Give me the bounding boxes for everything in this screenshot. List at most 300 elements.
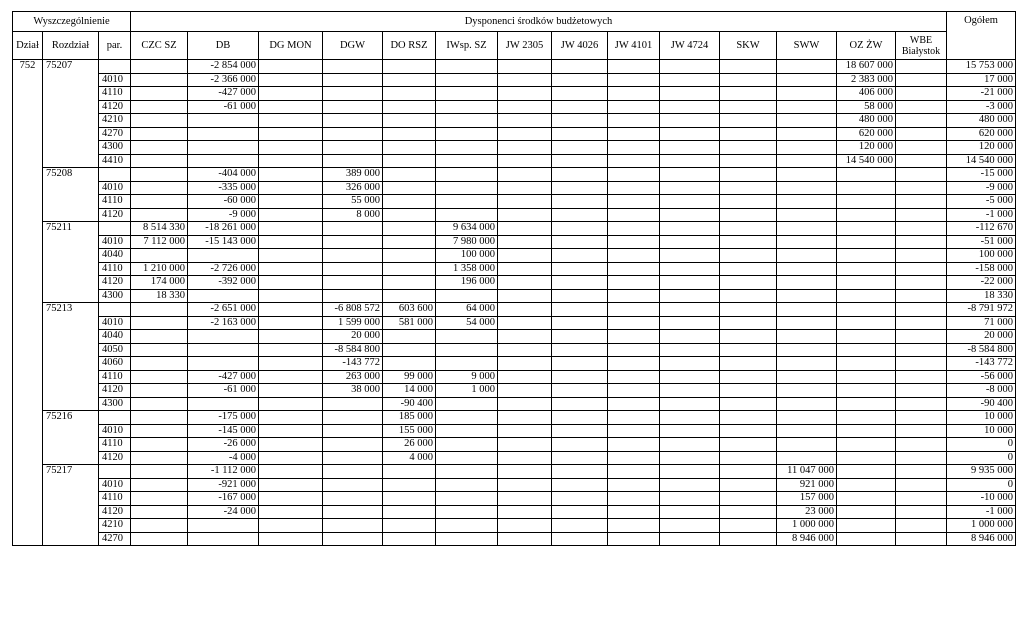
cell-value [259, 343, 323, 357]
cell-par: 4270 [99, 127, 131, 141]
cell-value [777, 276, 837, 290]
cell-value: 480 000 [837, 114, 896, 128]
cell-value [259, 195, 323, 209]
cell-value: 14 540 000 [837, 154, 896, 168]
header-col-4: DO RSZ [383, 32, 436, 60]
cell-total: 8 946 000 [947, 532, 1016, 546]
cell-total: 1 000 000 [947, 519, 1016, 533]
cell-value [720, 330, 777, 344]
cell-value [552, 303, 608, 317]
cell-value: 18 607 000 [837, 60, 896, 74]
cell-value: 1 000 [436, 384, 498, 398]
header-col-8: JW 4101 [608, 32, 660, 60]
cell-par: 4120 [99, 384, 131, 398]
cell-value [608, 100, 660, 114]
cell-value [837, 262, 896, 276]
cell-value [896, 195, 947, 209]
cell-value [383, 60, 436, 74]
table-row [13, 411, 1016, 425]
cell-value [436, 451, 498, 465]
cell-value [660, 222, 720, 236]
cell-value [436, 465, 498, 479]
cell-value [896, 127, 947, 141]
cell-value [896, 424, 947, 438]
cell-value [188, 330, 259, 344]
cell-value [436, 208, 498, 222]
cell-par: 4010 [99, 181, 131, 195]
cell-value [552, 343, 608, 357]
cell-value [383, 222, 436, 236]
cell-total: -21 000 [947, 87, 1016, 101]
cell-value [720, 127, 777, 141]
cell-value [720, 289, 777, 303]
cell-value [660, 384, 720, 398]
cell-value [608, 114, 660, 128]
cell-value: 11 047 000 [777, 465, 837, 479]
cell-value [720, 519, 777, 533]
cell-value [383, 262, 436, 276]
cell-par: 4210 [99, 114, 131, 128]
table-row [13, 505, 1016, 519]
cell-value [259, 330, 323, 344]
cell-value [720, 276, 777, 290]
table-row [13, 181, 1016, 195]
cell-value [837, 195, 896, 209]
cell-value [323, 249, 383, 263]
cell-value [552, 60, 608, 74]
cell-value [131, 532, 188, 546]
cell-value [498, 411, 552, 425]
cell-value [777, 87, 837, 101]
cell-value: -2 726 000 [188, 262, 259, 276]
cell-value [608, 532, 660, 546]
cell-value [608, 411, 660, 425]
cell-value [777, 424, 837, 438]
header-col-6: JW 2305 [498, 32, 552, 60]
cell-value [777, 181, 837, 195]
cell-value [552, 195, 608, 209]
cell-value [131, 492, 188, 506]
cell-value [837, 249, 896, 263]
cell-value [660, 411, 720, 425]
cell-par: 4120 [99, 505, 131, 519]
table-row [13, 424, 1016, 438]
table-row [13, 208, 1016, 222]
cell-value [896, 411, 947, 425]
cell-total: -1 000 [947, 208, 1016, 222]
table-row [13, 289, 1016, 303]
cell-value [436, 438, 498, 452]
cell-value [498, 222, 552, 236]
cell-value: 7 112 000 [131, 235, 188, 249]
cell-value [896, 519, 947, 533]
cell-value [323, 60, 383, 74]
cell-value [436, 505, 498, 519]
cell-total: -8 000 [947, 384, 1016, 398]
cell-value [383, 465, 436, 479]
cell-value [131, 397, 188, 411]
table-row [13, 465, 1016, 479]
cell-total: 20 000 [947, 330, 1016, 344]
cell-value [323, 451, 383, 465]
cell-value [259, 249, 323, 263]
cell-value [660, 249, 720, 263]
cell-value [383, 168, 436, 182]
cell-value [896, 289, 947, 303]
cell-value [660, 114, 720, 128]
cell-value [323, 87, 383, 101]
cell-value [383, 154, 436, 168]
cell-value [720, 397, 777, 411]
cell-value: 157 000 [777, 492, 837, 506]
table-row [13, 249, 1016, 263]
cell-value [660, 316, 720, 330]
cell-value [720, 465, 777, 479]
cell-value [552, 330, 608, 344]
cell-value: -1 112 000 [188, 465, 259, 479]
cell-value [552, 127, 608, 141]
cell-value: 18 330 [131, 289, 188, 303]
cell-value [131, 249, 188, 263]
cell-value [896, 87, 947, 101]
cell-value [660, 235, 720, 249]
cell-total: -158 000 [947, 262, 1016, 276]
cell-value [383, 492, 436, 506]
cell-par: 4010 [99, 235, 131, 249]
cell-value [720, 60, 777, 74]
cell-par: 4120 [99, 451, 131, 465]
cell-value [259, 411, 323, 425]
cell-value [896, 235, 947, 249]
cell-value [498, 532, 552, 546]
cell-value [552, 262, 608, 276]
cell-value: 9 000 [436, 370, 498, 384]
cell-value [383, 73, 436, 87]
cell-value [131, 330, 188, 344]
cell-value [436, 195, 498, 209]
cell-value [552, 397, 608, 411]
table-row [13, 60, 1016, 74]
cell-value [383, 249, 436, 263]
cell-value [131, 168, 188, 182]
cell-value [777, 141, 837, 155]
cell-value [896, 505, 947, 519]
cell-value [552, 532, 608, 546]
cell-value [259, 424, 323, 438]
cell-value: -2 366 000 [188, 73, 259, 87]
cell-value [896, 357, 947, 371]
cell-value [259, 451, 323, 465]
cell-total: 10 000 [947, 411, 1016, 425]
cell-value [259, 168, 323, 182]
cell-value [259, 114, 323, 128]
cell-value [777, 370, 837, 384]
cell-value [660, 208, 720, 222]
cell-value [259, 222, 323, 236]
cell-value [259, 154, 323, 168]
table-row [13, 235, 1016, 249]
cell-value [608, 87, 660, 101]
cell-value [896, 208, 947, 222]
budget-table [12, 11, 1016, 546]
cell-value [896, 262, 947, 276]
cell-value [259, 438, 323, 452]
table-row [13, 384, 1016, 398]
cell-value: -2 651 000 [188, 303, 259, 317]
cell-value [720, 100, 777, 114]
table-body [13, 60, 1016, 546]
cell-value [323, 289, 383, 303]
cell-value [436, 411, 498, 425]
cell-value [720, 87, 777, 101]
cell-value [131, 478, 188, 492]
cell-value [837, 451, 896, 465]
cell-value [498, 370, 552, 384]
cell-value: -9 000 [188, 208, 259, 222]
cell-value: 921 000 [777, 478, 837, 492]
cell-value [837, 424, 896, 438]
cell-value [323, 127, 383, 141]
cell-value [777, 235, 837, 249]
cell-value [436, 532, 498, 546]
cell-value [259, 208, 323, 222]
cell-value [660, 141, 720, 155]
cell-value [188, 532, 259, 546]
cell-value [131, 384, 188, 398]
cell-value [660, 168, 720, 182]
table-row [13, 100, 1016, 114]
table-row [13, 303, 1016, 317]
cell-value [660, 87, 720, 101]
cell-value [608, 330, 660, 344]
cell-value [436, 181, 498, 195]
cell-total: 71 000 [947, 316, 1016, 330]
cell-value [188, 289, 259, 303]
cell-value [323, 532, 383, 546]
cell-value [608, 505, 660, 519]
cell-value [896, 154, 947, 168]
cell-value [608, 343, 660, 357]
cell-value [498, 289, 552, 303]
cell-value [498, 330, 552, 344]
cell-par [99, 303, 131, 317]
cell-value [498, 73, 552, 87]
cell-total: -8 791 972 [947, 303, 1016, 317]
cell-value [259, 60, 323, 74]
cell-value [896, 100, 947, 114]
cell-value [498, 478, 552, 492]
cell-value [323, 505, 383, 519]
cell-value [323, 276, 383, 290]
cell-value [720, 343, 777, 357]
cell-value [383, 505, 436, 519]
cell-value: 1 358 000 [436, 262, 498, 276]
cell-value [720, 303, 777, 317]
cell-value [660, 343, 720, 357]
cell-value [777, 357, 837, 371]
cell-value [777, 343, 837, 357]
cell-value [720, 168, 777, 182]
cell-value [660, 127, 720, 141]
cell-value [660, 370, 720, 384]
cell-value [837, 532, 896, 546]
table-row [13, 114, 1016, 128]
cell-value: -2 854 000 [188, 60, 259, 74]
cell-par [99, 168, 131, 182]
cell-value [552, 114, 608, 128]
cell-par: 4110 [99, 492, 131, 506]
table-row [13, 370, 1016, 384]
cell-value [436, 100, 498, 114]
cell-value [552, 411, 608, 425]
cell-value: -427 000 [188, 370, 259, 384]
cell-value [837, 357, 896, 371]
cell-value [837, 303, 896, 317]
cell-value [131, 465, 188, 479]
cell-value: 155 000 [383, 424, 436, 438]
cell-total: 480 000 [947, 114, 1016, 128]
cell-value [608, 519, 660, 533]
cell-value: 185 000 [383, 411, 436, 425]
cell-value [608, 208, 660, 222]
table-row [13, 222, 1016, 236]
cell-value [323, 519, 383, 533]
cell-value [131, 519, 188, 533]
cell-value: 1 210 000 [131, 262, 188, 276]
cell-value [498, 343, 552, 357]
cell-value [720, 424, 777, 438]
cell-value [660, 195, 720, 209]
cell-value: 55 000 [323, 195, 383, 209]
cell-value [383, 181, 436, 195]
cell-value [837, 438, 896, 452]
table-row [13, 438, 1016, 452]
cell-value: 620 000 [837, 127, 896, 141]
cell-par [99, 465, 131, 479]
cell-value: 8 514 330 [131, 222, 188, 236]
cell-value [608, 222, 660, 236]
cell-value [498, 100, 552, 114]
cell-value: 581 000 [383, 316, 436, 330]
cell-rozdzial: 75208 [43, 168, 99, 222]
cell-total: -56 000 [947, 370, 1016, 384]
cell-value [498, 451, 552, 465]
cell-value [720, 316, 777, 330]
cell-par: 4040 [99, 330, 131, 344]
cell-value: 326 000 [323, 181, 383, 195]
cell-total: 17 000 [947, 73, 1016, 87]
cell-value [720, 141, 777, 155]
cell-value [837, 465, 896, 479]
cell-value [837, 519, 896, 533]
cell-value: -4 000 [188, 451, 259, 465]
cell-total: 0 [947, 438, 1016, 452]
cell-total: 100 000 [947, 249, 1016, 263]
cell-value [131, 357, 188, 371]
cell-value [896, 330, 947, 344]
cell-value [552, 249, 608, 263]
cell-value [131, 127, 188, 141]
cell-value [608, 127, 660, 141]
cell-value [498, 208, 552, 222]
cell-value [259, 73, 323, 87]
cell-value [259, 505, 323, 519]
header-col-7: JW 4026 [552, 32, 608, 60]
cell-value [720, 451, 777, 465]
table-row [13, 141, 1016, 155]
cell-value [259, 532, 323, 546]
cell-par [99, 60, 131, 74]
cell-value [498, 276, 552, 290]
cell-value: -392 000 [188, 276, 259, 290]
cell-rozdzial: 75207 [43, 60, 99, 168]
cell-value [436, 73, 498, 87]
cell-value [608, 141, 660, 155]
cell-par: 4110 [99, 438, 131, 452]
cell-par: 4270 [99, 532, 131, 546]
table-row [13, 154, 1016, 168]
cell-par: 4120 [99, 276, 131, 290]
cell-value [552, 478, 608, 492]
cell-value [259, 384, 323, 398]
cell-value [259, 87, 323, 101]
table-row [13, 316, 1016, 330]
cell-value [131, 438, 188, 452]
cell-value [259, 181, 323, 195]
cell-value [188, 343, 259, 357]
cell-value [259, 519, 323, 533]
cell-value [608, 195, 660, 209]
cell-value: 54 000 [436, 316, 498, 330]
cell-value [777, 114, 837, 128]
cell-total: 620 000 [947, 127, 1016, 141]
header-col-12: OZ ŻW [837, 32, 896, 60]
cell-value [383, 532, 436, 546]
header-col-1: DB [188, 32, 259, 60]
cell-value [323, 262, 383, 276]
cell-rozdzial: 75211 [43, 222, 99, 303]
cell-value [896, 181, 947, 195]
cell-value [837, 397, 896, 411]
cell-value: 23 000 [777, 505, 837, 519]
table-row [13, 397, 1016, 411]
cell-value [436, 127, 498, 141]
cell-value [777, 384, 837, 398]
table-row [13, 357, 1016, 371]
cell-value [436, 154, 498, 168]
cell-value [777, 100, 837, 114]
cell-value [777, 222, 837, 236]
header-col-2: DG MON [259, 32, 323, 60]
cell-value: 4 000 [383, 451, 436, 465]
cell-value [837, 235, 896, 249]
cell-value: -167 000 [188, 492, 259, 506]
cell-value [896, 492, 947, 506]
table-row [13, 195, 1016, 209]
cell-value: 406 000 [837, 87, 896, 101]
cell-value [777, 397, 837, 411]
cell-value [552, 289, 608, 303]
cell-value [498, 127, 552, 141]
cell-value [188, 519, 259, 533]
cell-value [777, 316, 837, 330]
cell-value [131, 411, 188, 425]
cell-value [131, 114, 188, 128]
cell-value [259, 357, 323, 371]
cell-value [660, 465, 720, 479]
cell-value [323, 114, 383, 128]
cell-value [323, 411, 383, 425]
